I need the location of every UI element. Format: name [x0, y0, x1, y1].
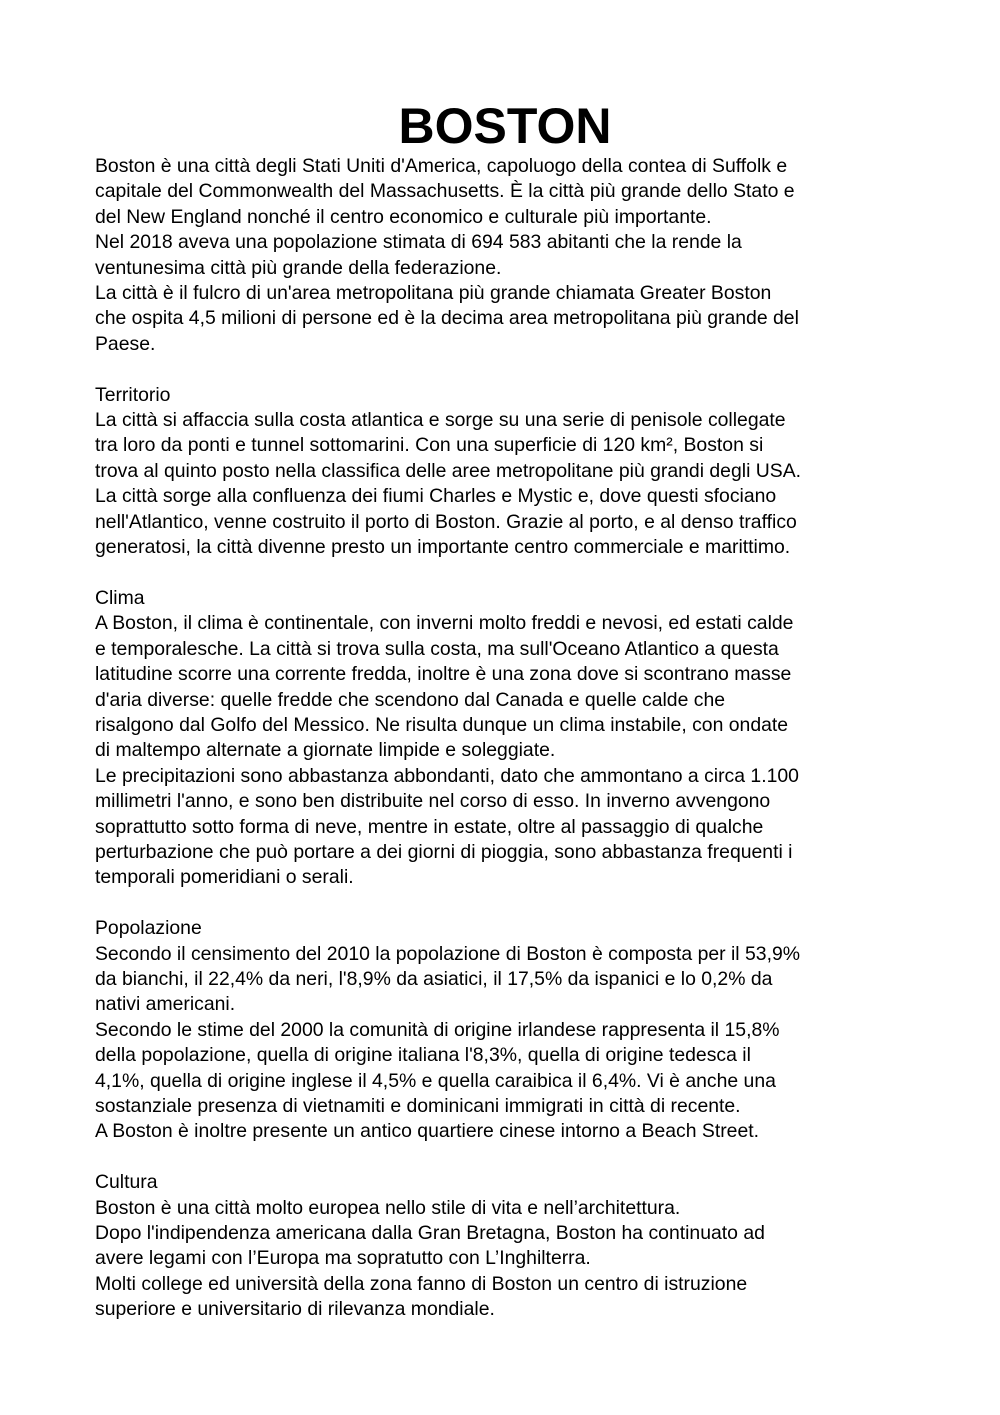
- text-line: latitudine scorre una corrente fredda, inoltre è una zona dove si scontrano masse: [95, 663, 792, 686]
- text-line: della popolazione, quella di origine italiana l'8,3%, quella di origine tedesca il: [95, 1044, 751, 1067]
- text-line: risalgono dal Golfo del Messico. Ne risulta dunque un clima instabile, con ondate: [95, 713, 789, 736]
- text-line: che ospita 4,5 milioni di persone ed è la decima area metropolitana più grande del: [95, 307, 799, 330]
- text-line: nativi americani.: [95, 993, 236, 1016]
- document-page: [95, 98, 915, 1323]
- section-heading: Popolazione: [95, 917, 202, 940]
- section-1: [95, 154, 915, 357]
- document-body: [95, 154, 915, 1323]
- text-line: e temporalesche. La città si trova sulla costa, ma sull'Oceano Atlantico a questa: [95, 637, 779, 660]
- text-line: temporali pomeridiani o serali.: [95, 866, 354, 889]
- text-line: Nel 2018 aveva una popolazione stimata di 694 583 abitanti che la rende la: [95, 231, 742, 254]
- text-line: Le precipitazioni sono abbastanza abbondanti, dato che ammontano a circa 1.100: [95, 764, 799, 787]
- paragraph-spacer: [95, 1145, 915, 1170]
- text-line: del New England nonché il centro economico e culturale più importante.: [95, 205, 712, 228]
- text-line: sostanziale presenza di vietnamiti e dominicani immigrati in città di recente.: [95, 1094, 741, 1117]
- text-line: d'aria diverse: quelle fredde che scendono dal Canada e quelle calde che: [95, 688, 726, 711]
- text-line: perturbazione che può portare a dei giorni di pioggia, sono abbastanza frequenti i: [95, 840, 793, 863]
- text-line: ventunesima città più grande della federazione.: [95, 256, 502, 279]
- text-line: superiore e universitario di rilevanza mondiale.: [95, 1298, 495, 1321]
- text-line: 4,1%, quella di origine inglese il 4,5% e quella caraibica il 6,4%. Vi è anche una: [95, 1069, 776, 1092]
- text-line: millimetri l'anno, e sono ben distribuite nel corso di esso. In inverno avvengono: [95, 790, 771, 813]
- text-line: da bianchi, il 22,4% da neri, l'8,9% da asiatici, il 17,5% da ispanici e lo 0,2% da: [95, 967, 773, 990]
- text-line: Boston è una città molto europea nello stile di vita e nell’architettura.: [95, 1196, 681, 1219]
- text-line: trova al quinto posto nella classifica delle aree metropolitane più grandi degli USA.: [95, 459, 802, 482]
- paragraph-spacer: [95, 891, 915, 916]
- section-3: [95, 560, 915, 890]
- text-line: generatosi, la città divenne presto un importante centro commerciale e marittimo.: [95, 536, 791, 559]
- text-line: Paese.: [95, 332, 156, 355]
- text-line: Secondo il censimento del 2010 la popolazione di Boston è composta per il 53,9%: [95, 942, 800, 965]
- text-line: tra loro da ponti e tunnel sottomarini. Con una superficie di 120 km², Boston si: [95, 434, 764, 457]
- text-line: A Boston è inoltre presente un antico quartiere cinese intorno a Beach Street.: [95, 1120, 760, 1143]
- text-line: Boston è una città degli Stati Uniti d'America, capoluogo della contea di Suffolk e: [95, 155, 788, 177]
- section-heading: Territorio: [95, 383, 171, 406]
- section-2: [95, 357, 915, 560]
- text-line: capitale del Commonwealth del Massachusetts. È la città più grande dello Stato e: [95, 180, 795, 203]
- text-line: avere legami con l’Europa ma sopratutto con L’Inghilterra.: [95, 1247, 591, 1270]
- text-line: di maltempo alternate a giornate limpide e soleggiate.: [95, 739, 556, 762]
- text-line: Secondo le stime del 2000 la comunità di origine irlandese rappresenta il 15,8%: [95, 1018, 780, 1041]
- text-line: Dopo l'indipendenza americana dalla Gran Bretagna, Boston ha continuato ad: [95, 1222, 765, 1244]
- paragraph-spacer: [95, 357, 915, 382]
- paragraph-spacer: [95, 560, 915, 585]
- text-line: soprattutto sotto forma di neve, mentre in estate, oltre al passaggio di qualche: [95, 815, 764, 838]
- section-4: [95, 891, 915, 1145]
- text-line: nell'Atlantico, venne costruito il porto di Boston. Grazie al porto, e al denso traffico: [95, 510, 797, 533]
- text-line: Molti college ed università della zona fanno di Boston un centro di istruzione: [95, 1272, 748, 1295]
- text-line: La città si affaccia sulla costa atlantica e sorge su una serie di penisole collegate: [95, 409, 786, 432]
- text-line: A Boston, il clima è continentale, con inverni molto freddi e nevosi, ed estati calde: [95, 612, 794, 635]
- text-line: La città sorge alla confluenza dei fiumi Charles e Mystic e, dove questi sfociano: [95, 485, 777, 508]
- document-title: BOSTON: [398, 98, 612, 154]
- text-line: La città è il fulcro di un'area metropolitana più grande chiamata Greater Boston: [95, 282, 772, 305]
- section-heading: Clima: [95, 586, 145, 609]
- section-5: [95, 1145, 915, 1323]
- section-heading: Cultura: [95, 1171, 158, 1194]
